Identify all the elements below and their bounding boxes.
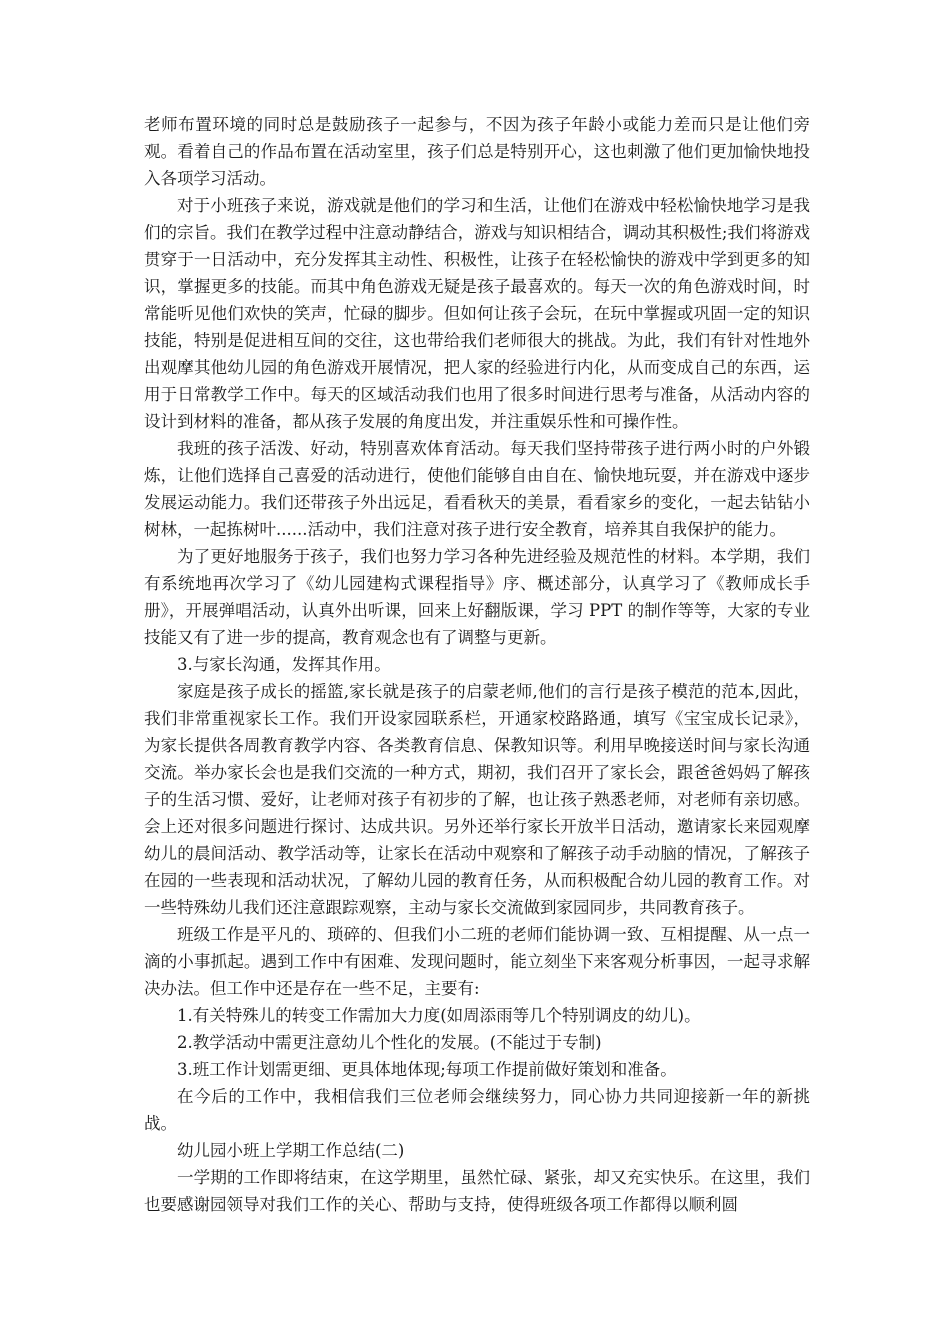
paragraph-class-work: 班级工作是平凡的、琐碎的、但我们小二班的老师们能协调一致、互相提醒、从一点一滴的小事抓起。遇到工作中有困难、发现问题时，能立刻坐下来客观分析事因，一起寻求解决办法。但工作中还是存在一些不足，主要有: bbox=[144, 925, 810, 998]
section-title: 幼儿园小班上学期工作总结(二) bbox=[177, 1141, 405, 1160]
paragraph-sports: 我班的孩子活泼、好动，特别喜欢体育活动。每天我们坚持带孩子进行两小时的户外锻炼，让他们选择自己喜爱的活动进行，使他们能够自由自在、愉快地玩耍，并在游戏中逐步发展运动能力。我们还带孩子外出远足，看看秋天的美景，看看家乡的变化，一起去钻钻小树林，一起拣树叶......活动中，我们注意对孩子进行安全教育，培养其自我保护的能力。 bbox=[144, 439, 810, 539]
paragraph-intro: 老师布置环境的同时总是鼓励孩子一起参与，不因为孩子年龄小或能力差而只是让他们旁观。看着自己的作品布置在活动室里，孩子们总是特别开心，这也刺激了他们更加愉快地投入各项学习活动。 bbox=[144, 115, 810, 188]
paragraph-section-two-start: 一学期的工作即将结束，在这学期里，虽然忙碌、紧张，却又充实快乐。在这里，我们也要感谢园领导对我们工作的关心、帮助与支持，使得班级各项工作都得以顺利圆 bbox=[144, 1168, 810, 1214]
paragraph-study: 为了更好地服务于孩子，我们也努力学习各种先进经验及规范性的材料。本学期，我们有系统地再次学习了《幼儿园建构式课程指导》序、概述部分，认真学习了《教师成长手册》，开展弹唱活动，认真外出听课，回来上好翻版课，学习 PPT 的制作等等，大家的专业技能又有了进一步的提高，教育观念也有了调整与更新。 bbox=[144, 547, 810, 647]
paragraph-issue-2: 2.教学活动中需更注意幼儿个性化的发展。(不能过于专制) bbox=[177, 1033, 602, 1052]
paragraph-issue-3: 3.班工作计划需更细、更具体地体现;每项工作提前做好策划和准备。 bbox=[177, 1060, 677, 1079]
paragraph-issue-1: 1.有关特殊儿的转变工作需加大力度(如周添雨等几个特别调皮的幼儿)。 bbox=[177, 1006, 701, 1025]
document-page bbox=[144, 111, 810, 1218]
paragraph-games: 对于小班孩子来说，游戏就是他们的学习和生活，让他们在游戏中轻松愉快地学习是我们的宗旨。我们在教学过程中注意动静结合，游戏与知识相结合，调动其积极性;我们将游戏贯穿于一日活动中，充分发挥其主动性、积极性，让孩子在轻松愉快的游戏中学到更多的知识，掌握更多的技能。而其中角色游戏无疑是孩子最喜欢的。每天一次的角色游戏时间，时常能听见他们欢快的笑声，忙碌的脚步。但如何让孩子会玩，在玩中掌握或巩固一定的知识技能，特别是促进相互间的交往，这也带给我们老师很大的挑战。为此，我们有针对性地外出观摩其他幼儿园的角色游戏开展情况，把人家的经验进行内化，从而变成自己的东西，运用于日常教学工作中。每天的区域活动我们也用了很多时间进行思考与准备，从活动内容的设计到材料的准备，都从孩子发展的角度出发，并注重娱乐性和可操作性。 bbox=[144, 196, 810, 431]
paragraph-parents: 家庭是孩子成长的摇篮,家长就是孩子的启蒙老师,他们的言行是孩子模范的范本,因此，我们非常重视家长工作。我们开设家园联系栏，开通家校路路通，填写《宝宝成长记录》，为家长提供各周教育教学内容、各类教育信息、保教知识等。利用早晚接送时间与家长沟通交流。举办家长会也是我们交流的一种方式，期初，我们召开了家长会，跟爸爸妈妈了解孩子的生活习惯、爱好，让老师对孩子有初步的了解，也让孩子熟悉老师，对老师有亲切感。会上还对很多问题进行探讨、达成共识。另外还举行家长开放半日活动，邀请家长来园观摩幼儿的晨间活动、教学活动等，让家长在活动中观察和了解孩子动手动脑的情况，了解孩子在园的一些表现和活动状况，了解幼儿园的教育任务，从而积极配合幼儿园的教育工作。对一些特殊幼儿我们还注意跟踪观察，主动与家长交流做到家园同步，共同教育孩子。 bbox=[144, 682, 810, 917]
paragraph-future: 在今后的工作中，我相信我们三位老师会继续努力，同心协力共同迎接新一年的新挑战。 bbox=[144, 1087, 810, 1133]
paragraph-heading-parents: 3.与家长沟通，发挥其作用。 bbox=[177, 655, 391, 674]
